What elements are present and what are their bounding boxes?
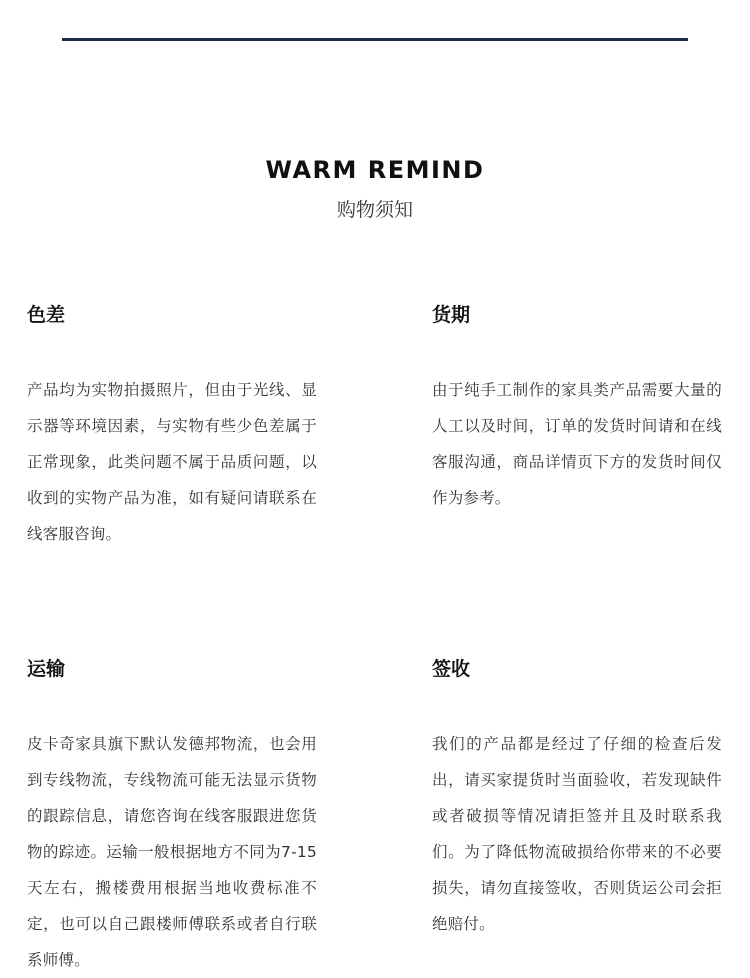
section-heading: 运输 [27,658,66,680]
section-heading: 色差 [27,304,66,326]
section-receipt [432,656,722,942]
section-delivery-time [432,302,722,516]
section-body: 我们的产品都是经过了仔细的检查后发出，请买家提货时当面验收，若发现缺件或者破损等情况请拒签并且及时联系我们。为了降低物流破损给你带来的不必要损失，请勿直接签收，否则货运公司会拒绝赔付。 [432,735,722,933]
section-body: 产品均为实物拍摄照片，但由于光线、显示器等环境因素，与实物有些少色差属于正常现象，此类问题不属于品质问题，以收到的实物产品为准，如有疑问请联系在线客服咨询。 [27,381,317,543]
section-heading: 签收 [432,658,471,680]
section-body: 皮卡奇家具旗下默认发德邦物流，也会用到专线物流，专线物流可能无法显示货物的跟踪信息，请您咨询在线客服跟进您货物的踪迹。运输一般根据地方不同为7-15天左右，搬楼费用根据当地收费标准不定，也可以自己跟楼师傅联系或者自行联系师傅。 [27,735,317,969]
section-transport [27,656,317,978]
page-title: WARM REMIND [265,156,485,184]
section-heading: 货期 [432,304,471,326]
section-body: 由于纯手工制作的家具类产品需要大量的人工以及时间，订单的发货时间请和在线客服沟通，商品详情页下方的发货时间仅作为参考。 [432,381,722,507]
top-divider [62,38,688,41]
section-color-difference [27,302,317,552]
page-subtitle: 购物须知 [336,199,413,221]
